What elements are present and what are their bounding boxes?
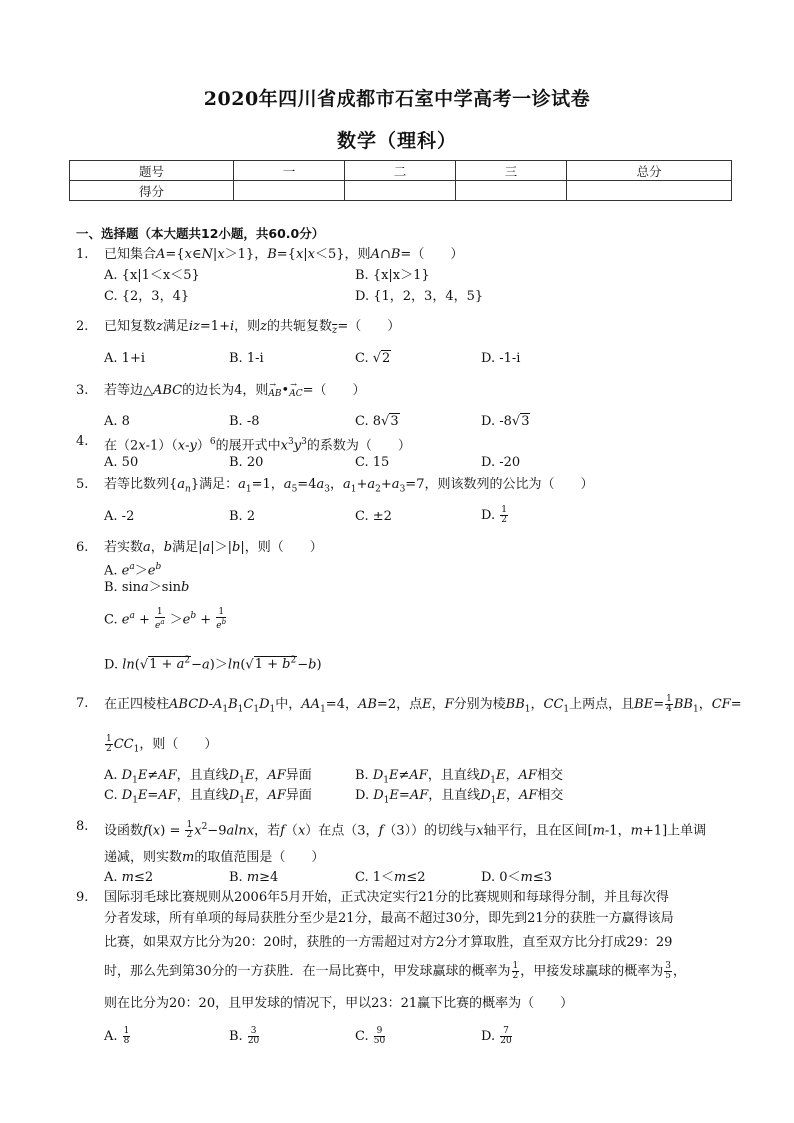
option-d[interactable]: D. -20 [481, 455, 521, 470]
option-a[interactable]: A. $D_1E\ne AF$，且直线$D_1E$，AF异面 [104, 768, 312, 786]
option-a[interactable]: A. $\frac{1}{8}$ [104, 1026, 130, 1046]
exam-subtitle: 数学（理科） [336, 130, 457, 152]
question-stem: 则在比分为20：20，且甲发球的情况下，甲以23：21赢下比赛的概率为（ ） [104, 996, 574, 1011]
option-b[interactable]: B. sina＞sinb [104, 580, 190, 595]
score-cell[interactable] [234, 181, 345, 201]
option-b[interactable]: B. $D_1E\ne AF$，且直线$D_1E$，AF相交 [355, 768, 563, 786]
option-d[interactable]: D. $D_1E=AF$，且直线$D_1E$，AF相交 [355, 788, 564, 806]
question-stem: 若等比数列$\{a_n\}$满足：$a_1=1$，$a_5=4a_3$，$a_1+a_2+a_3=7$，则该数列的公比为（ ） [104, 477, 594, 495]
question-number: 5. [76, 477, 89, 492]
option-d[interactable]: D. $\ln(√1 + a^2-a)>\ln(√1 + b^2-b)$ [104, 656, 322, 673]
option-b[interactable]: B. 2 [229, 509, 256, 524]
option-d[interactable]: D. $\frac{1}{2}$ [481, 505, 507, 525]
question-stem: 已知复数z满足iz=1+i，则z的共轭复数$_{\overline{z}}$=（ ） [104, 319, 401, 336]
score-table [69, 160, 732, 201]
question-number: 1. [76, 247, 89, 262]
question-stem: 分者发球，所有单项的每局获胜分至少是21分，最高不超过30分，即先到21分的获胜一方赢得该局 [104, 911, 674, 926]
question-stem: 在正四棱柱ABCD-$A_1B_1C_1D_1$中，$AA_1=4$，AB=2，点E，F分别为棱$BB_1$，$CC_1$上两点，且BE= $\frac{1}{4}$ $BB_1$，CF= [104, 694, 742, 715]
score-header-cell: 总分 [567, 161, 732, 181]
option-c[interactable]: C. $\frac{9}{50}$ [355, 1026, 386, 1046]
question-number: 2. [76, 319, 89, 334]
option-d[interactable]: D. 0＜m≤3 [481, 870, 552, 885]
option-c[interactable]: C. 8√3 [355, 414, 399, 429]
option-a[interactable]: A. -2 [104, 509, 135, 524]
option-c[interactable]: C. 15 [355, 455, 390, 470]
option-a[interactable]: A. {x|1＜x＜5} [104, 268, 200, 283]
score-header-cell: 二 [345, 161, 456, 181]
section-heading: 一、选择题（本大题共12小题，共60.0分） [76, 226, 325, 241]
score-header-cell: 题号 [70, 161, 234, 181]
question-number: 3. [76, 383, 89, 398]
question-number: 4. [76, 434, 89, 449]
option-a[interactable]: A. 8 [104, 414, 130, 429]
option-d[interactable]: D. -8√3 [481, 414, 530, 429]
question-stem: $\frac{1}{2}$ $CC_1$，则（ ） [106, 734, 218, 755]
score-cell[interactable] [456, 181, 567, 201]
question-number: 9. [76, 890, 89, 905]
score-header-cell: 三 [456, 161, 567, 181]
option-b[interactable]: B. m≥4 [229, 870, 279, 885]
option-b[interactable]: B. 1-i [229, 351, 264, 366]
option-b[interactable]: B. 20 [229, 455, 264, 470]
option-d[interactable]: D. {1，2，3，4，5} [355, 289, 484, 304]
score-cell[interactable] [567, 181, 732, 201]
question-stem: 比赛，如果双方比分为20：20时，获胜的一方需超过对方2分才算取胜，直至双方比分打成29：29 [104, 935, 673, 950]
option-a[interactable]: A. 50 [104, 455, 139, 470]
score-header-cell: 一 [234, 161, 345, 181]
question-stem: 国际羽毛球比赛规则从2006年5月开始，正式决定实行21分的比赛规则和每球得分制，并且每次得 [104, 890, 669, 905]
exam-title: 2020年四川省成都市石室中学高考一诊试卷 [203, 88, 591, 110]
question-stem: 在$(2x-1)(x-y)^6$的展开式中$x^3y^3$的系数为（ ） [104, 437, 411, 454]
question-number: 6. [76, 540, 89, 555]
question-number: 8. [76, 819, 89, 834]
option-a[interactable]: A. 1+i [104, 351, 145, 366]
score-table-score-row [70, 181, 732, 201]
option-a[interactable]: A. m≤2 [104, 870, 154, 885]
option-b[interactable]: B. -8 [229, 414, 260, 429]
score-row-label: 得分 [70, 181, 234, 201]
option-d[interactable]: D. -1-i [481, 351, 521, 366]
option-b[interactable]: B. $\frac{3}{20}$ [229, 1026, 260, 1046]
option-c[interactable]: C. √2 [355, 351, 391, 366]
option-c[interactable]: C. {2，3，4} [104, 289, 190, 304]
option-c[interactable]: C. ±2 [355, 509, 392, 524]
option-c[interactable]: C. $e^a$ + $\frac{1}{e^a}$ $>e^b$ + $\frac{1}{e^b}$ [104, 607, 227, 632]
option-a[interactable]: A. $e^a>e^b$ [104, 562, 162, 579]
option-b[interactable]: B. {x|x＞1} [355, 268, 430, 283]
question-stem: 递减，则实数m的取值范围是（ ） [104, 850, 325, 865]
question-stem: 时，那么先到第30分的一方获胜．在一局比赛中，甲发球赢球的概率为 $\frac{1}{2}$ ，甲接发球赢球的概率为 $\frac{3}{5}$ ， [104, 961, 687, 981]
option-c[interactable]: C. 1＜m≤2 [355, 870, 426, 885]
question-stem: 若实数a，b满足|a|＞|b|，则（ ） [104, 540, 323, 555]
option-c[interactable]: C. $D_1E=AF$，且直线$D_1E$，AF异面 [104, 788, 312, 806]
score-table-header-row [70, 161, 732, 181]
question-stem: 已知集合A={x∈N|x＞1}，B={x|x＜5}，则A∩B=（ ） [104, 247, 464, 262]
question-number: 7. [76, 696, 89, 711]
question-stem: 设函数f(x) = $\frac{1}{2}$ $x^2-9alnx$，若f（x）在点（3，f（3））的切线与x轴平行，且在区间[m-1，m+1]上单调 [104, 820, 707, 841]
question-stem: 若等边△ABC的边长为4，则→ AB•→ AC=（ ） [104, 382, 736, 403]
score-cell[interactable] [345, 181, 456, 201]
option-d[interactable]: D. $\frac{7}{20}$ [481, 1026, 512, 1046]
